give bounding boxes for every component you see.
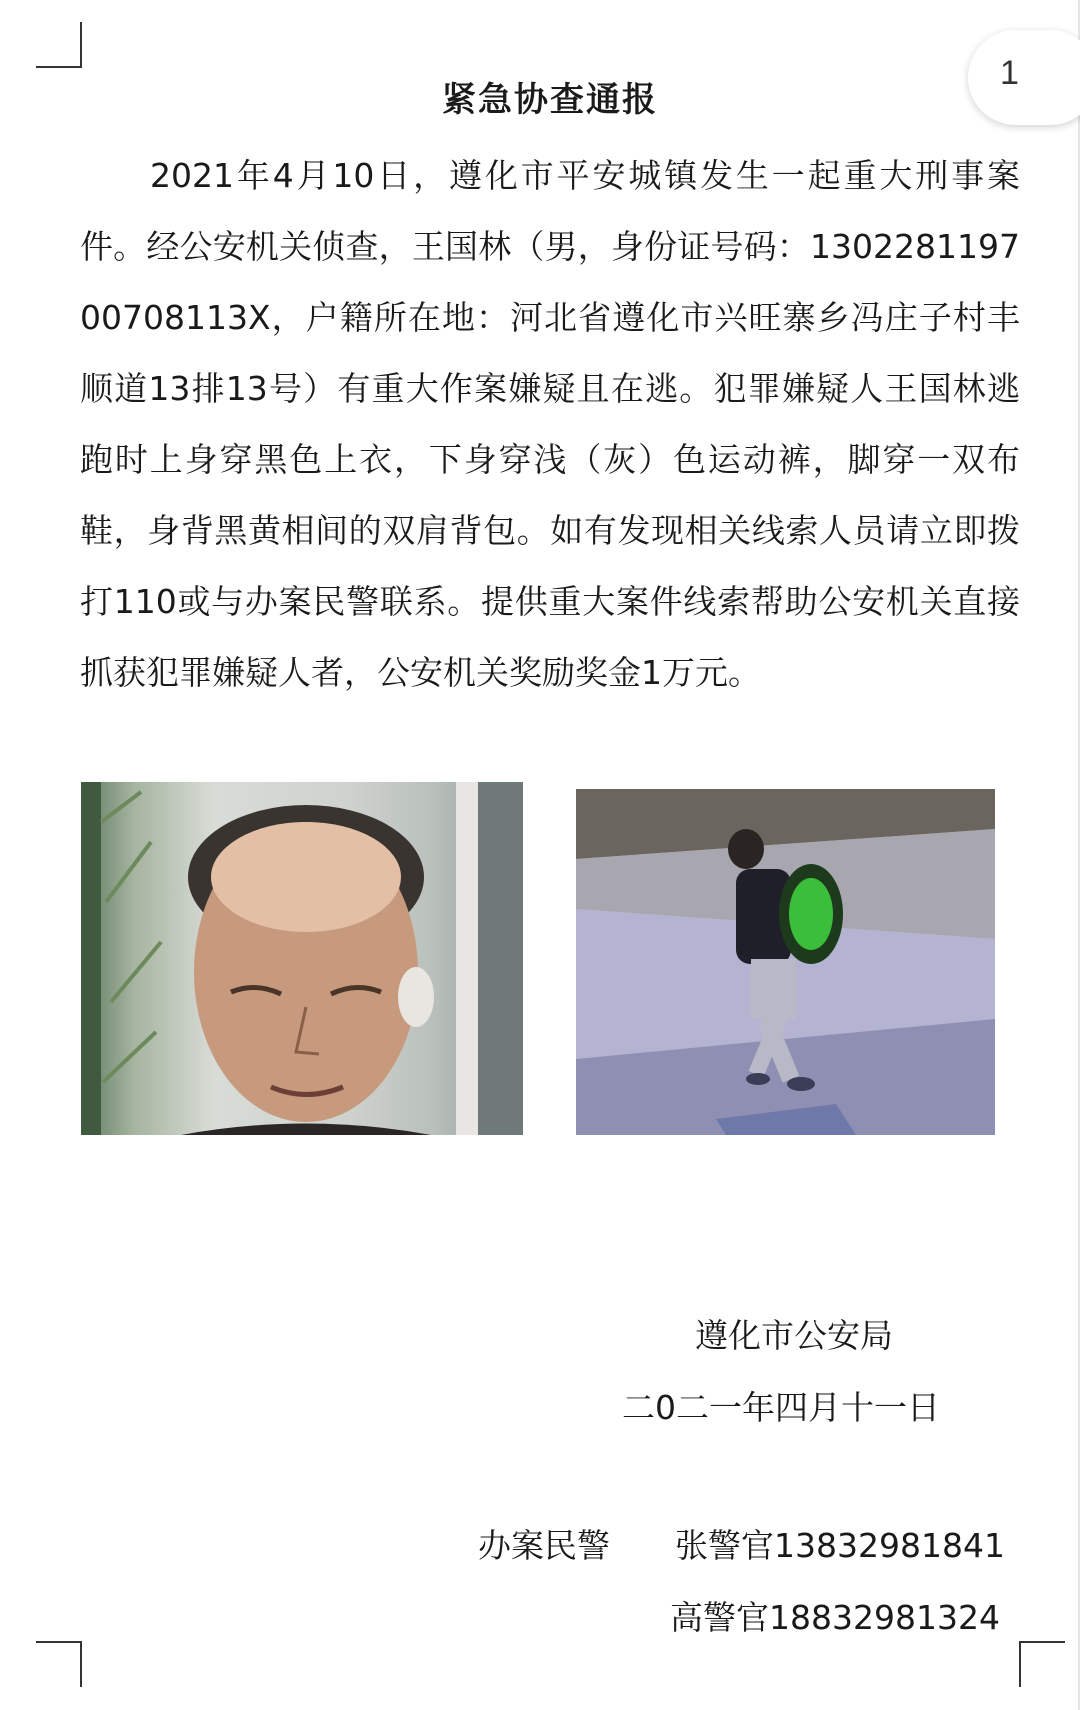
- issue-date: 二0二一年四月十一日: [622, 1388, 940, 1427]
- suspect-cctv-photo: [576, 789, 995, 1135]
- page-number: 1: [1000, 54, 1019, 92]
- notice-title: 紧急协查通报: [442, 80, 658, 120]
- margin-corner-mark: [1019, 1641, 1065, 1687]
- cctv-illustration: [576, 789, 995, 1135]
- officer-contact-1: 张警官13832981841: [675, 1526, 1005, 1565]
- notice-body: 2021年4月10日，遵化市平安城镇发生一起重大刑事案件。经公安机关侦查，王国林（男，身份证号码：130228119700708113X，户籍所在地：河北省遵化市兴旺寨乡冯庄子村丰顺道13排13号）有重大作案嫌疑且在逃。犯罪嫌疑人王国林逃跑时上身穿黑色上衣，下身穿浅（灰）色运动裤，脚穿一双布鞋，身背黑黄相间的双肩背包。如有发现相关线索人员请立即拨打110或与办案民警联系。提供重大案件线索帮助公安机关直接抓获犯罪嫌疑人者，公安机关奖励奖金1万元。: [80, 156, 1020, 692]
- margin-corner-mark: [36, 1641, 82, 1687]
- margin-corner-mark: [36, 22, 82, 68]
- officer-label: 办案民警: [478, 1526, 610, 1565]
- suspect-portrait-photo: [81, 782, 523, 1135]
- issuing-organization: 遵化市公安局: [695, 1316, 893, 1355]
- officer-contact-2: 高警官18832981324: [670, 1598, 1000, 1637]
- portrait-illustration: [81, 782, 523, 1135]
